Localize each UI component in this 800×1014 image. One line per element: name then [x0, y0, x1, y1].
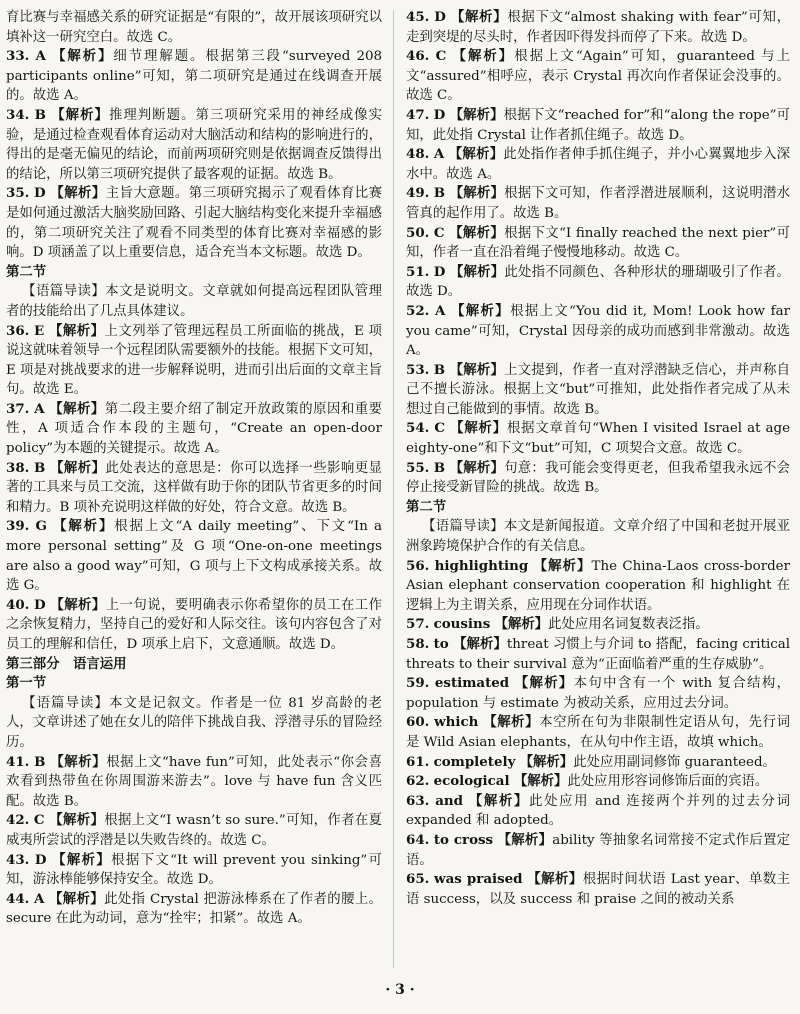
analysis-tag: 【解析】: [450, 9, 508, 25]
analysis-tag: 【解析】: [449, 263, 505, 280]
analysis-text: 根据上文“have fun”可知，此处表示“你会喜欢看到热带鱼在你周围游来游去”。love 与 have fun 含义匹配。故选 B。: [6, 754, 382, 809]
section-heading-text: 第三部分 语言运用: [6, 655, 127, 672]
question-number: 65.: [406, 871, 430, 888]
analysis-text: 此处指 Crystal 把游泳棒系在了作者的腰上。secure 在此为动词，意为“拴牢；扣紧”。故选 A。: [6, 891, 382, 927]
question-number: 62.: [406, 773, 430, 790]
question-number: 39.: [6, 518, 30, 535]
answer-key: B: [34, 753, 46, 770]
answer-item: [406, 224, 790, 263]
analysis-tag: 【解析】: [483, 714, 540, 731]
analysis-tag: 【解析】: [494, 616, 549, 633]
analysis-text: 此处应用副词修饰 guaranteed。: [573, 754, 776, 770]
answer-item: [6, 400, 382, 459]
analysis-text: 此处指不同颜色、各种形状的珊瑚吸引了作者。故选 D。: [406, 264, 790, 300]
analysis-tag: 【解析】: [50, 753, 107, 770]
analysis-tag: 【解析】: [50, 459, 106, 476]
analysis-tag: 【解析】: [533, 557, 592, 574]
answer-item: [6, 459, 382, 518]
page-number: · 3 ·: [385, 982, 415, 998]
answer-item: [6, 47, 382, 106]
analysis-text: The China-Laos cross-border Asian elephant conservation cooperation 和 highlight 在逻辑上为主谓关系，应用现在分词作状语。: [406, 558, 790, 613]
answer-key: A: [34, 400, 45, 417]
question-number: 47.: [406, 106, 430, 123]
question-number: 35.: [6, 185, 30, 202]
answer-item: [406, 870, 790, 909]
analysis-text: 上文列举了管理远程员工所面临的挑战，E 项说这就味着领导一个远程团队需要额外的技能。根据下文可知，E 项是对挑战要求的进一步解释说明，进而引出后面的文章主旨句。故选 E。: [6, 323, 382, 398]
question-number: 42.: [6, 812, 30, 829]
question-number: 59.: [406, 675, 430, 692]
answer-item: [406, 615, 790, 635]
answer-item: [406, 831, 790, 870]
question-number: 43.: [6, 851, 30, 868]
answer-item: [6, 184, 382, 262]
column-divider: [393, 10, 394, 968]
answer-item: [406, 263, 790, 302]
analysis-text: 推理判断题。第三项研究采用的神经成像实验，是通过检查观看体育运动对大脑活动和结构的影响进行的，得出的是毫无偏见的结论，而前两项研究则是依据调查反馈得出的结论，所以第三项研究提供了最客观的证据。故选 B。: [6, 107, 383, 182]
analysis-tag: 【解析】: [449, 361, 505, 378]
answer-item: [406, 713, 790, 752]
question-number: 56.: [406, 557, 430, 574]
analysis-tag: 【解析】: [49, 812, 105, 829]
passage-guide-text: 【语篇导读】本文是记叙文。作者是一位 81 岁高龄的老人，文章讲述了她在女儿的陪伴下挑战自我、浮潜寻乐的冒险经历。: [6, 695, 382, 750]
section-heading-text: 第一节: [6, 675, 47, 692]
question-number: 60.: [406, 714, 430, 731]
answer-key: cousins: [433, 616, 491, 633]
question-number: 61.: [406, 753, 430, 770]
analysis-tag: 【解析】: [50, 596, 106, 613]
answer-item: [6, 322, 382, 400]
answer-item: [6, 106, 382, 184]
analysis-tag: 【解析】: [497, 831, 553, 848]
question-number: 50.: [406, 224, 430, 241]
answer-key: B: [34, 106, 46, 123]
question-number: 33.: [6, 48, 30, 65]
answer-key: completely: [433, 753, 516, 770]
left-column: [6, 8, 382, 929]
question-number: 51.: [406, 263, 430, 280]
question-number: 58.: [406, 636, 430, 652]
analysis-text: 根据上文“You did it, Mom! Look how far you came”可知，Crystal 因母亲的成功而感到非常激动。故选 A。: [406, 303, 790, 359]
answer-key: estimated: [434, 675, 510, 692]
answer-key: E: [34, 322, 45, 339]
analysis-tag: 【解析】: [527, 871, 583, 888]
answer-key: B: [433, 185, 446, 202]
answer-key: D: [433, 263, 446, 280]
answer-key: A: [33, 890, 45, 907]
analysis-text: 此处应用名词复数表泛指。: [548, 617, 709, 633]
analysis-tag: 【解析】: [449, 224, 505, 241]
analysis-text: 根据上文“A daily meeting”、下文“In a more personal setting”及 G 项“One-on-one meetings are also a good way”可知，G 项与上下文构成承接关系。故选 G。: [6, 519, 382, 594]
answer-key: D: [433, 106, 446, 123]
analysis-text: 本空所在句为非限制性定语从句，先行词是 Wild Asian elephants，在从句中作主语，故填 which。: [406, 715, 791, 750]
answer-key: highlighting: [434, 557, 529, 574]
answer-key: to: [433, 636, 449, 652]
section-heading-text: 第二节: [6, 263, 47, 280]
analysis-text: 上一句说，要明确表示你希望你的员工在工作之余恢复精力，坚持自己的爱好和人际交往。该句内容包含了对员工的理解和信任，D 项承上启下，文意通顺。故选 D。: [6, 597, 383, 652]
analysis-tag: 【解析】: [449, 185, 505, 202]
analysis-tag: 【解析】: [48, 890, 105, 907]
analysis-tag: 【解析】: [468, 792, 530, 809]
question-number: 36.: [6, 322, 30, 339]
answer-item: [406, 145, 790, 184]
answer-key: A: [433, 146, 445, 163]
question-number: 57.: [406, 616, 430, 633]
answer-key: A: [434, 302, 446, 319]
answer-key: D: [34, 851, 47, 868]
answer-item: [406, 419, 790, 458]
section-heading: [406, 498, 790, 518]
answer-item: [406, 459, 790, 498]
answer-item: [6, 517, 382, 595]
analysis-tag: 【解析】: [49, 400, 105, 417]
section-heading: [6, 674, 382, 694]
analysis-text: 此处应用形容词修饰后面的宾语。: [567, 774, 769, 790]
analysis-tag: 【解析】: [50, 185, 106, 202]
passage-guide-text: 【语篇导读】本文是说明文。文章就如何提高远程团队管理者的技能给出了几点具体建议。: [6, 284, 382, 319]
question-number: 44.: [6, 890, 30, 907]
passage-guide-text: 【语篇导读】本文是新闻报道。文章介绍了中国和老挝开展亚洲象跨境保护合作的有关信息。: [406, 519, 790, 555]
question-number: 48.: [406, 146, 430, 163]
analysis-text: 主旨大意题。第三项研究揭示了观看体育比赛是如何通过激活大脑奖励回路、引起大脑结构变化来提升幸福感的，第二项研究关注了观看不同类型的体育比赛对幸福感的影响。D 项涵盖了以上重要信息，适合充当本文标题。故选 D。: [6, 186, 383, 261]
passage-guide: [6, 282, 382, 321]
analysis-text: 句意：我可能会变得更老，但我希望我永远不会停止接受新冒险的挑战。故选 B。: [406, 460, 791, 496]
question-number: 45.: [406, 9, 430, 25]
section-heading-text: 第二节: [406, 498, 447, 515]
answer-item: [406, 106, 790, 145]
answer-key: C: [433, 224, 445, 241]
answer-item: [6, 596, 382, 655]
answer-item: [6, 753, 382, 812]
answer-key: G: [35, 518, 47, 535]
question-number: 52.: [406, 302, 430, 319]
answer-item: [406, 8, 790, 47]
analysis-text: 细节理解题。根据第三段“surveyed 208 participants online”可知，第二项研究是通过在线调查开展的。故选 A。: [6, 49, 383, 104]
question-number: 54.: [406, 420, 430, 437]
analysis-text: 根据下文“I finally reached the next pier”可知，作者一直在沿着绳子慢慢地移动。故选 C。: [406, 225, 791, 261]
analysis-tag: 【解析】: [450, 302, 511, 319]
answer-key: and: [435, 792, 463, 809]
answer-key: C: [434, 420, 446, 437]
analysis-tag: 【解析】: [450, 420, 507, 437]
analysis-text: 第二段主要介绍了制定开放政策的原因和重要性，A 项适合作本段的主题句，“Create an open-door policy”为本题的关键提示。故选 A。: [6, 401, 383, 457]
answer-key: C: [33, 812, 45, 829]
analysis-text: 根据下文“It will prevent you sinking”可知，游泳棒能够保持安全。故选 D。: [6, 852, 383, 888]
analysis-tag: 【解析】: [453, 636, 507, 652]
answer-item: [6, 890, 382, 929]
question-number: 46.: [406, 48, 430, 65]
question-number: 37.: [6, 400, 30, 417]
answer-item: [406, 557, 790, 616]
question-number: 38.: [6, 459, 30, 476]
analysis-tag: 【解析】: [52, 851, 112, 868]
question-number: 41.: [6, 753, 30, 770]
question-number: 40.: [6, 596, 30, 613]
analysis-tag: 【解析】: [519, 753, 574, 770]
analysis-text: ability 等抽象名词常接不定式作后置定语。: [406, 832, 791, 868]
answer-key: D: [34, 185, 46, 202]
question-number: 34.: [6, 106, 30, 123]
answer-key: to cross: [433, 831, 494, 848]
analysis-tag: 【解析】: [51, 106, 109, 123]
analysis-tag: 【解析】: [448, 146, 504, 163]
answer-item: [6, 851, 382, 890]
answer-item: [406, 635, 790, 674]
analysis-tag: 【解析】: [449, 106, 504, 123]
analysis-tag: 【解析】: [53, 518, 115, 535]
answer-item: [406, 753, 790, 773]
passage-guide: [6, 694, 382, 753]
analysis-text: 根据下文“almost shaking with fear”可知，走到突堤的尽头时，作者因吓得发抖而停了下来。故选 D。: [406, 10, 791, 45]
answer-item: [406, 674, 790, 713]
continued-text-body: 育比赛与幸福感关系的研究证据是“有限的”，故开展该项研究以填补这一研究空白。故选 C。: [6, 10, 382, 45]
analysis-tag: 【解析】: [449, 459, 505, 476]
analysis-text: 此处应用 and 连接两个并列的过去分词 expanded 和 adopted。: [406, 793, 790, 829]
analysis-text: 根据下文“reached for”和“along the rope”可知，此处指 Crystal 让作者抓住绳子。故选 D。: [406, 107, 791, 143]
answer-item: [6, 811, 382, 850]
analysis-text: 根据上文“I wasn’t so sure.”可知，作者在夏威夷所尝试的浮潜是以失败告终的。故选 C。: [6, 813, 382, 848]
answer-key: which: [434, 714, 479, 731]
question-number: 63.: [406, 792, 430, 809]
question-number: 55.: [406, 459, 430, 476]
analysis-text: 此处指作者伸手抓住绳子，并小心翼翼地步入深水中。故选 A。: [406, 147, 791, 182]
analysis-text: 上文提到，作者一直对浮潜缺乏信心，并声称自己不擅长游泳。根据上文“but”可推知，此处指作者完成了从未想过自己能做到的事情。故选 B。: [406, 362, 791, 417]
continued-text: [6, 8, 382, 47]
analysis-tag: 【解析】: [452, 48, 515, 65]
analysis-text: 本句中含有一个 with 复合结构，population 与 estimate 为被动关系，应用过去分词。: [406, 676, 790, 711]
answer-item: [406, 792, 790, 831]
analysis-text: 根据下文可知，作者浮潜进展顺利，这说明潜水管真的起作用了。故选 B。: [406, 186, 791, 221]
question-number: 64.: [406, 831, 430, 848]
answer-key: D: [434, 9, 446, 25]
section-heading: [6, 263, 382, 283]
answer-item: [406, 361, 790, 420]
analysis-text: 根据上文“Again”可知，guaranteed 与上文“assured”相呼应，表示 Crystal 再次向作者保证会没事的。故选 C。: [406, 49, 790, 104]
answer-key: A: [35, 48, 46, 65]
answer-key: B: [34, 459, 46, 476]
passage-guide: [406, 517, 790, 556]
analysis-text: 根据文章首句“When I visited Israel at age eighty-one”和下文“but”可知，C 项契合文意。故选 C。: [406, 421, 791, 457]
analysis-text: 此处表达的意思是：你可以选择一些影响更显著的工具来与员工交流，这样做有助于你的团队节省更多的时间和精力。B 项补充说明这样做的好处，符合文意。故选 B。: [6, 460, 382, 515]
answer-key: was praised: [434, 871, 523, 888]
analysis-text: threat 习惯上与介词 to 搭配，facing critical threats to their survival 意为“正面临着严重的生存威胁”。: [406, 637, 790, 672]
analysis-tag: 【解析】: [513, 773, 568, 790]
analysis-tag: 【解析】: [52, 48, 114, 65]
question-number: 49.: [406, 185, 430, 202]
answer-item: [406, 184, 790, 223]
answer-key: ecological: [433, 773, 510, 790]
answer-key: B: [433, 459, 446, 476]
answer-item: [406, 302, 790, 361]
right-column: [406, 8, 790, 909]
answer-item: [406, 772, 790, 792]
analysis-tag: 【解析】: [48, 322, 105, 339]
answer-key: C: [435, 48, 447, 65]
question-number: 53.: [406, 361, 430, 378]
answer-item: [406, 47, 790, 106]
section-heading: [6, 655, 382, 675]
answer-key: B: [433, 361, 446, 378]
analysis-text: 根据时间状语 Last year、单数主语 success，以及 success 和 praise 之间的被动关系: [406, 872, 791, 907]
answer-key: D: [34, 596, 46, 613]
analysis-tag: 【解析】: [514, 675, 574, 692]
